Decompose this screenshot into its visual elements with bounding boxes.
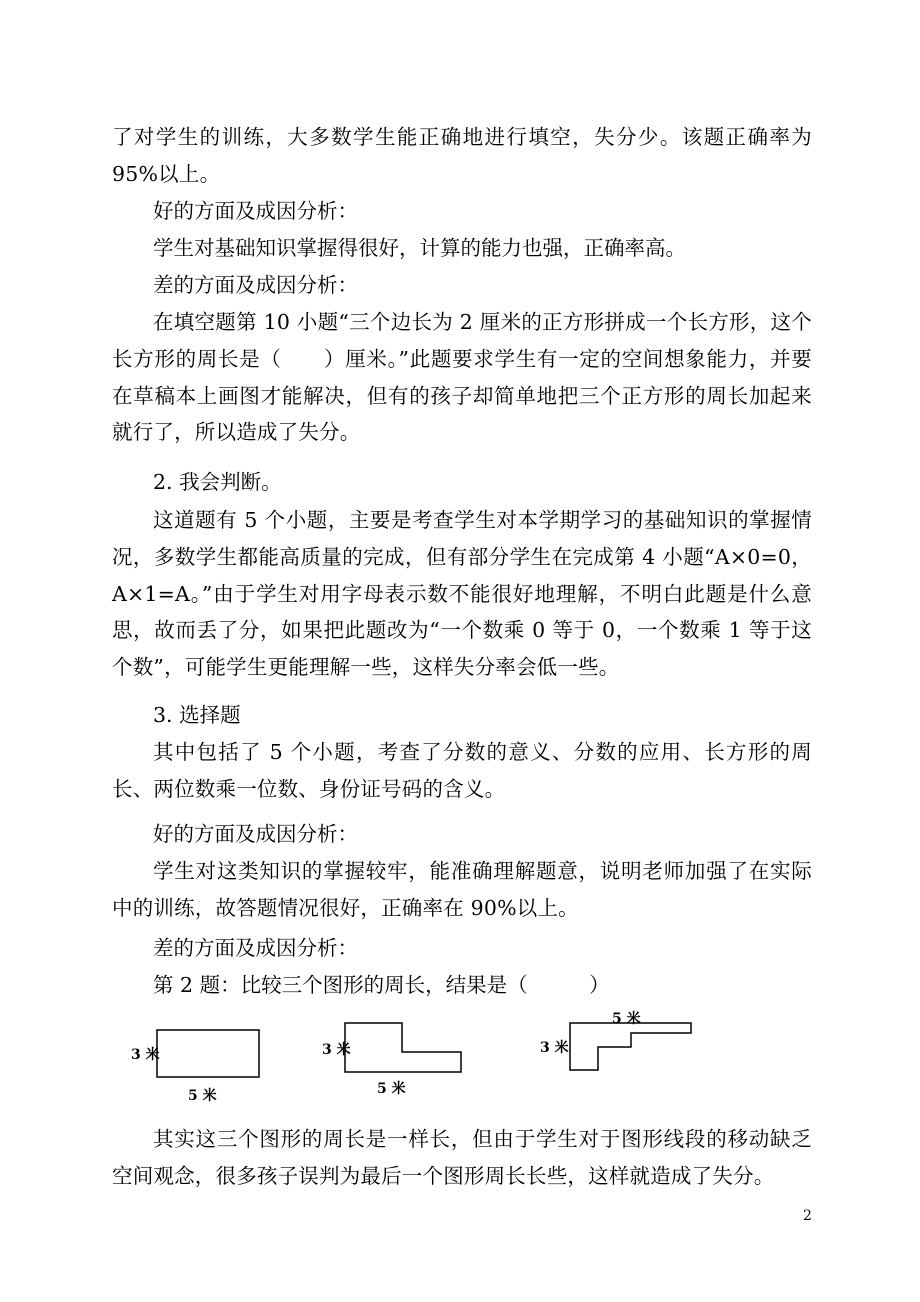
figure-2-width-label: 5 米 <box>377 1081 406 1097</box>
question-2-text: 第 2 题：比较三个图形的周长，结果是（ ） <box>153 973 610 997</box>
heading-bad-aspects-2: 差的方面及成因分析： <box>153 936 358 960</box>
paragraph-9: 其中包括了 5 个小题，考查了分数的意义、分数的应用、长方形的周长、两位数乘一位数、身份证号码的含义。 <box>112 740 812 801</box>
figure-1-height-label: 3 米 <box>131 1047 160 1063</box>
figure-3-height-label: 3 米 <box>540 1040 569 1056</box>
section-heading-judge: 2. 我会判断。 <box>153 470 282 494</box>
heading-bad-aspects-1: 差的方面及成因分析： <box>153 273 358 297</box>
paragraph-1: 了对学生的训练，大多数学生能正确地进行填空，失分少。该题正确率为 95%以上。 <box>112 125 812 186</box>
paragraph-5: 在填空题第 10 小题“三个边长为 2 厘米的正方形拼成一个长方形，这个长方形的周长是（ ）厘米。”此题要求学生有一定的空间想象能力，并要在草稿本上画图才能解决，但有的孩子却简单地把三个正方形的周长加起来就行了，所以造成了失分。 <box>112 310 812 445</box>
figure-1-width-label: 5 米 <box>188 1088 217 1104</box>
paragraph-14: 其实这三个图形的周长是一样长，但由于学生对于图形线段的移动缺乏空间观念，很多孩子误判为最后一个图形周长长些，这样就造成了失分。 <box>112 1127 812 1188</box>
paragraph-7: 这道题有 5 个小题，主要是考查学生对本学期学习的基础知识的掌握情况，多数学生都能高质量的完成，但有部分学生在完成第 4 小题“A×0=0，A×1=A。”由于学生对用字母表示数不能很好地理解，不明白此题是什么意思，故而丢了分，如果把此题改为“一个数乘 0 等于 0，一个数乘 1 等于这个数”，可能学生更能理解一些，这样失分率会低一些。 <box>112 508 812 680</box>
figure-3-width-label: 5 米 <box>612 1011 641 1027</box>
figure-2-height-label: 3 米 <box>322 1042 351 1058</box>
paragraph-11: 学生对这类知识的掌握较牢，能准确理解题意，说明老师加强了在实际中的训练，故答题情况很好，正确率在 90%以上。 <box>112 859 812 920</box>
heading-good-aspects-2: 好的方面及成因分析： <box>153 822 358 846</box>
heading-good-aspects-1: 好的方面及成因分析： <box>153 199 358 223</box>
figure-3-shape <box>570 1023 691 1070</box>
figure-2-shape <box>345 1023 461 1072</box>
section-heading-choice: 3. 选择题 <box>153 703 241 727</box>
page-number: 2 <box>803 1208 812 1224</box>
figure-1-rectangle <box>157 1030 259 1077</box>
paragraph-3: 学生对基础知识掌握得很好，计算的能力也强，正确率高。 <box>153 236 686 260</box>
